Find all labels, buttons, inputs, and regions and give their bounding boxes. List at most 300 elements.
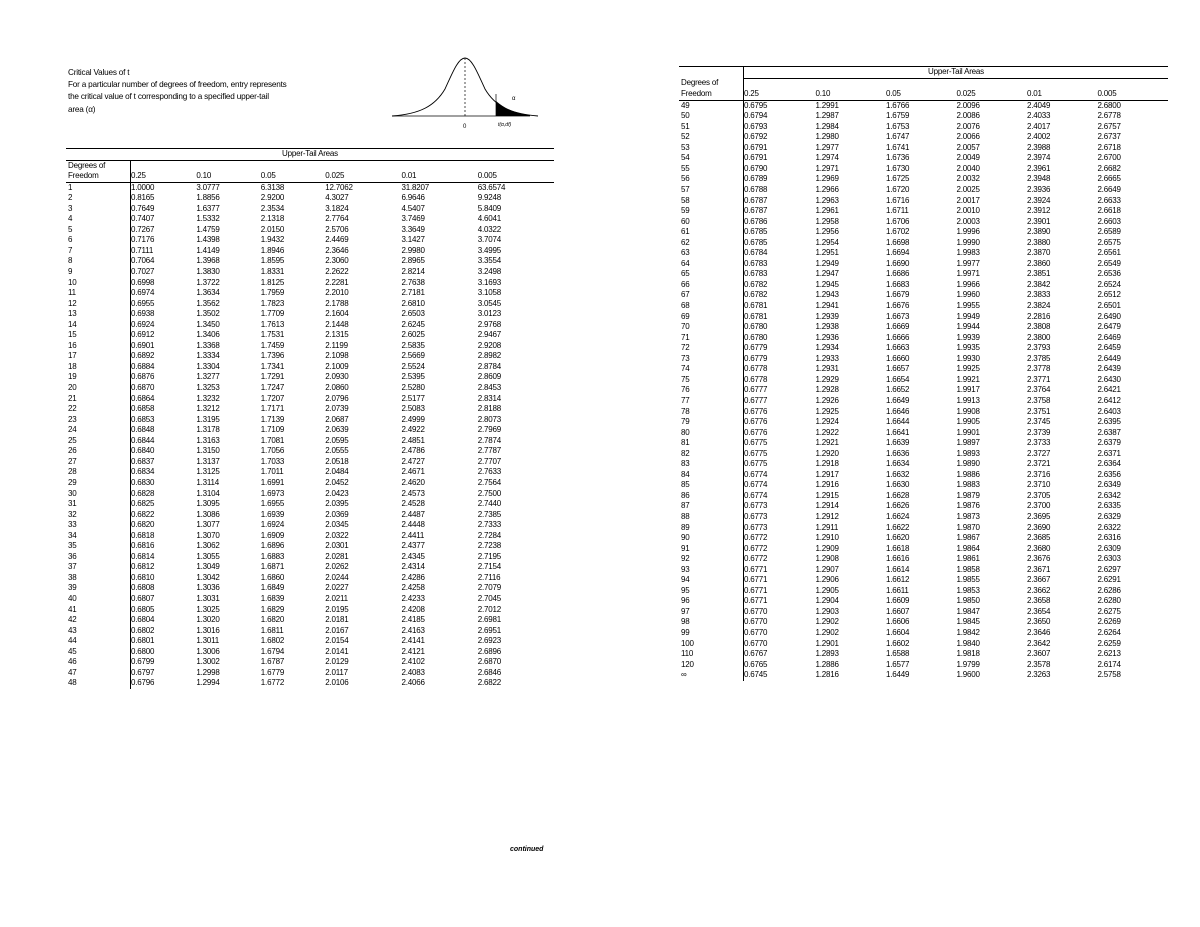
value-cell: 1.6618 <box>885 543 910 553</box>
value-cell: 2.3676 <box>1026 554 1051 564</box>
value-cell: 0.6772 <box>744 543 768 553</box>
value-cell: 2.3695 <box>1026 511 1051 521</box>
value-cell: 1.6636 <box>885 448 910 458</box>
value-cell: 0.6784 <box>744 248 768 258</box>
value-cell: 2.3060 <box>325 256 349 266</box>
value-cell: 1.6766 <box>885 100 910 110</box>
value-cell: 2.5177 <box>401 393 425 403</box>
df-cell: 84 <box>679 470 744 481</box>
table-row <box>66 636 554 647</box>
df-cell: 93 <box>679 565 744 576</box>
value-cell: 2.2281 <box>325 277 349 287</box>
df-cell: 32 <box>66 510 131 521</box>
value-cell: 2.3667 <box>1026 575 1051 585</box>
table-row <box>66 678 554 689</box>
table-row <box>679 586 1168 597</box>
value-cell: 1.2893 <box>815 649 839 659</box>
value-cell: 2.3710 <box>1026 480 1051 490</box>
value-cell: 2.7333 <box>477 520 501 530</box>
value-cell: 1.6449 <box>885 670 910 680</box>
value-cell: 1.2998 <box>196 667 220 677</box>
value-cell: 2.3658 <box>1026 596 1051 606</box>
value-cell: 0.6781 <box>744 301 768 311</box>
df-header-line1-left: Degrees of <box>66 160 131 171</box>
table-row <box>679 269 1168 280</box>
value-cell: 0.6785 <box>744 227 768 237</box>
value-cell: 0.6770 <box>744 606 768 616</box>
value-cell: 2.8073 <box>477 414 501 424</box>
value-cell: 1.2886 <box>815 659 839 669</box>
value-cell: 2.6490 <box>1097 311 1121 321</box>
value-cell: 2.6469 <box>1097 332 1121 342</box>
value-cell: 2.6387 <box>1097 427 1121 437</box>
value-cell: 0.6998 <box>131 277 155 287</box>
value-cell: 1.2917 <box>815 469 839 479</box>
value-cell: 1.6639 <box>885 438 910 448</box>
value-cell: 2.0796 <box>325 393 349 403</box>
df-cell: 92 <box>679 554 744 565</box>
value-cell: 1.6649 <box>885 395 910 405</box>
col-header: 0.10 <box>196 171 260 182</box>
value-cell: 1.2963 <box>815 195 839 205</box>
value-cell: 1.2901 <box>815 638 839 648</box>
table-row <box>66 288 554 299</box>
df-header-line2-right: Freedom <box>679 89 744 100</box>
value-cell: 2.6322 <box>1097 522 1121 532</box>
df-cell: 56 <box>679 174 744 185</box>
df-cell: 69 <box>679 312 744 323</box>
df-cell: 72 <box>679 343 744 354</box>
value-cell: 12.7062 <box>325 182 353 192</box>
value-cell: 1.3195 <box>196 414 220 424</box>
value-cell: 0.6844 <box>131 435 155 445</box>
value-cell: 2.4411 <box>401 530 425 540</box>
value-cell: 2.6870 <box>477 657 501 667</box>
table-row <box>66 214 554 225</box>
value-cell: 1.7396 <box>260 351 285 361</box>
value-cell: 1.2966 <box>815 185 839 195</box>
value-cell: 2.0227 <box>325 583 349 593</box>
value-cell: 1.7959 <box>260 288 285 298</box>
value-cell: 2.9980 <box>401 245 425 255</box>
value-cell: 1.2941 <box>815 301 839 311</box>
value-cell: 1.3006 <box>196 646 220 656</box>
value-cell: 3.2498 <box>477 267 501 277</box>
df-cell: 64 <box>679 259 744 270</box>
df-cell: 6 <box>66 235 131 246</box>
value-cell: 1.9913 <box>956 395 980 405</box>
table-row <box>679 185 1168 196</box>
value-cell: 2.0395 <box>325 499 349 509</box>
value-cell: 0.6791 <box>744 153 768 163</box>
value-cell: 2.7154 <box>477 562 501 572</box>
df-cell: 95 <box>679 586 744 597</box>
value-cell: 0.6828 <box>131 488 155 498</box>
value-cell: 0.6974 <box>131 288 155 298</box>
table-row <box>66 510 554 521</box>
value-cell: 1.9960 <box>956 290 980 300</box>
value-cell: 1.6652 <box>885 385 910 395</box>
value-cell: 0.7064 <box>131 256 155 266</box>
value-cell: 1.9858 <box>956 564 980 574</box>
df-cell: 89 <box>679 523 744 534</box>
df-cell: 28 <box>66 467 131 478</box>
value-cell: 1.9935 <box>956 343 980 353</box>
value-cell: 0.6876 <box>131 372 155 382</box>
df-cell: 81 <box>679 438 744 449</box>
value-cell: 2.0076 <box>956 121 980 131</box>
df-cell: 5 <box>66 225 131 236</box>
value-cell: 1.7531 <box>260 330 285 340</box>
table-row <box>66 309 554 320</box>
table-row <box>679 438 1168 449</box>
value-cell: 0.6775 <box>744 438 768 448</box>
value-cell: 2.7116 <box>477 572 501 582</box>
value-cell: 2.3751 <box>1026 406 1051 416</box>
value-cell: 1.2958 <box>815 216 839 226</box>
value-cell: 3.7074 <box>477 235 501 245</box>
df-cell: 85 <box>679 480 744 491</box>
value-cell: 4.6041 <box>477 214 501 224</box>
value-cell: 1.3125 <box>196 467 220 477</box>
table-row <box>679 596 1168 607</box>
value-cell: 3.4995 <box>477 245 501 255</box>
value-cell: 1.2922 <box>815 427 839 437</box>
value-cell: 2.9467 <box>477 330 501 340</box>
table-row <box>66 341 554 352</box>
value-cell: 1.2816 <box>815 670 839 680</box>
value-cell: 2.8965 <box>401 256 425 266</box>
value-cell: 1.6939 <box>260 509 285 519</box>
value-cell: 2.6778 <box>1097 111 1121 121</box>
value-cell: 2.1009 <box>325 361 349 371</box>
value-cell: 0.6901 <box>131 340 155 350</box>
value-cell: 1.7459 <box>260 340 285 350</box>
df-cell: 39 <box>66 583 131 594</box>
value-cell: 1.6657 <box>885 364 910 374</box>
value-cell: 2.0452 <box>325 477 349 487</box>
df-cell: 94 <box>679 575 744 586</box>
value-cell: 1.2991 <box>815 100 839 110</box>
value-cell: 2.4258 <box>401 583 425 593</box>
value-cell: 2.3800 <box>1026 332 1051 342</box>
value-cell: 2.6245 <box>401 319 425 329</box>
value-cell: 2.6536 <box>1097 269 1121 279</box>
value-cell: 2.4528 <box>401 499 425 509</box>
value-cell: 2.7500 <box>477 488 501 498</box>
value-cell: 0.6912 <box>131 330 155 340</box>
value-cell: 0.7649 <box>131 203 155 213</box>
value-cell: 2.0369 <box>325 509 349 519</box>
value-cell: 1.6666 <box>885 332 910 342</box>
value-cell: 31.8207 <box>401 182 430 192</box>
value-cell: 2.6297 <box>1097 564 1121 574</box>
df-cell: 14 <box>66 320 131 331</box>
value-cell: 1.3049 <box>196 562 220 572</box>
value-cell: 2.8453 <box>477 383 501 393</box>
value-cell: 2.0129 <box>325 657 349 667</box>
df-cell: 65 <box>679 269 744 280</box>
value-cell: 0.6774 <box>744 469 768 479</box>
value-cell: 1.2933 <box>815 353 839 363</box>
col-header: 0.05 <box>886 89 956 100</box>
value-cell: 1.2987 <box>815 111 839 121</box>
value-cell: 2.3578 <box>1026 659 1051 669</box>
df-cell: 30 <box>66 489 131 500</box>
df-cell: 98 <box>679 617 744 628</box>
t-table-left <box>66 148 554 689</box>
value-cell: 2.0066 <box>956 132 980 142</box>
df-cell: 77 <box>679 396 744 407</box>
value-cell: 2.6430 <box>1097 374 1121 384</box>
table-row <box>679 196 1168 207</box>
value-cell: 0.6818 <box>131 530 155 540</box>
col-header: 0.10 <box>816 89 886 100</box>
table-row <box>66 467 554 478</box>
value-cell: 3.0123 <box>477 309 501 319</box>
value-cell: 2.4620 <box>401 477 425 487</box>
curve-label-zero: 0 <box>463 124 467 130</box>
value-cell: 2.6479 <box>1097 322 1121 332</box>
value-cell: 0.6955 <box>131 298 155 308</box>
df-cell: 44 <box>66 636 131 647</box>
value-cell: 1.2905 <box>815 585 839 595</box>
value-cell: 0.6805 <box>131 604 155 614</box>
df-cell: 11 <box>66 288 131 299</box>
value-cell: 0.7267 <box>131 224 155 234</box>
df-cell: 15 <box>66 330 131 341</box>
table-row <box>66 193 554 204</box>
value-cell: 2.2816 <box>1026 311 1051 321</box>
value-cell: 2.0040 <box>956 163 980 173</box>
value-cell: 2.6589 <box>1097 227 1121 237</box>
df-cell: 26 <box>66 446 131 457</box>
table-row <box>679 312 1168 323</box>
table-row <box>679 333 1168 344</box>
value-cell: 2.0010 <box>956 206 980 216</box>
value-cell: 3.1824 <box>325 203 349 213</box>
table-row <box>679 227 1168 238</box>
value-cell: 2.9208 <box>477 340 501 350</box>
value-cell: 0.6800 <box>131 646 155 656</box>
value-cell: 2.1604 <box>325 309 349 319</box>
value-cell: 2.3716 <box>1026 469 1051 479</box>
value-cell: 2.4102 <box>401 657 425 667</box>
col-header: 0.01 <box>401 171 477 182</box>
intro-line-2: the critical value of t corresponding to a specified upper-tail <box>68 92 269 102</box>
value-cell: 1.9600 <box>956 670 980 680</box>
continued-note: continued <box>510 846 544 853</box>
value-cell: 1.6779 <box>260 667 285 677</box>
value-cell: 2.6512 <box>1097 290 1121 300</box>
value-cell: 2.1788 <box>325 298 349 308</box>
value-cell: 3.1058 <box>477 288 501 298</box>
value-cell: 2.6524 <box>1097 279 1121 289</box>
value-cell: 1.2912 <box>815 511 839 521</box>
df-cell: 48 <box>66 678 131 689</box>
right-table-body <box>679 100 1168 681</box>
value-cell: 1.7033 <box>260 456 285 466</box>
col-header: 0.25 <box>131 171 197 182</box>
value-cell: 2.3890 <box>1026 227 1051 237</box>
table-row <box>679 259 1168 270</box>
table-row <box>66 615 554 626</box>
value-cell: 2.0141 <box>325 646 349 656</box>
table-row <box>66 182 554 193</box>
value-cell: 2.3685 <box>1026 533 1051 543</box>
value-cell: 1.7291 <box>260 372 285 382</box>
value-cell: 1.6628 <box>885 490 910 500</box>
value-cell: 0.6892 <box>131 351 155 361</box>
value-cell: 1.9886 <box>956 469 980 479</box>
value-cell: 2.6757 <box>1097 121 1121 131</box>
value-cell: 2.3745 <box>1026 417 1051 427</box>
table-row <box>679 290 1168 301</box>
value-cell: 0.6767 <box>744 649 768 659</box>
value-cell: 1.7011 <box>260 467 284 477</box>
value-cell: 0.6773 <box>744 511 768 521</box>
table-row <box>679 100 1168 111</box>
value-cell: 1.6626 <box>885 501 910 511</box>
value-cell: 2.7787 <box>477 446 501 456</box>
value-cell: 2.9200 <box>260 193 285 203</box>
df-cell: 27 <box>66 457 131 468</box>
value-cell: 1.6602 <box>885 638 910 648</box>
df-cell: 67 <box>679 290 744 301</box>
value-cell: 1.6606 <box>885 617 910 627</box>
value-cell: 0.6858 <box>131 404 155 414</box>
value-cell: 1.2924 <box>815 417 839 427</box>
value-cell: 2.7385 <box>477 509 501 519</box>
value-cell: 1.3042 <box>196 572 220 582</box>
intro-text <box>68 67 388 116</box>
table-row <box>66 605 554 616</box>
value-cell: 1.9883 <box>956 480 980 490</box>
df-cell: 68 <box>679 301 744 312</box>
value-cell: 1.6654 <box>885 374 910 384</box>
df-cell: 79 <box>679 417 744 428</box>
value-cell: 0.6771 <box>744 585 768 595</box>
value-cell: 1.2977 <box>815 142 839 152</box>
value-cell: 3.1427 <box>401 235 425 245</box>
df-cell: 110 <box>679 649 744 660</box>
table-row <box>66 394 554 405</box>
value-cell: 2.9768 <box>477 319 501 329</box>
df-cell: 37 <box>66 562 131 573</box>
value-cell: 0.6776 <box>744 406 768 416</box>
df-cell: 61 <box>679 227 744 238</box>
value-cell: 0.6775 <box>744 459 768 469</box>
table-row <box>66 235 554 246</box>
value-cell: 1.6753 <box>885 121 910 131</box>
value-cell: 2.7564 <box>477 477 501 487</box>
value-cell: 0.6810 <box>131 572 155 582</box>
df-cell: 59 <box>679 206 744 217</box>
df-cell: 91 <box>679 544 744 555</box>
df-cell: 71 <box>679 333 744 344</box>
value-cell: 0.6840 <box>131 446 155 456</box>
value-cell: 0.6771 <box>744 596 768 606</box>
value-cell: 2.8784 <box>477 361 501 371</box>
value-cell: 2.3739 <box>1026 427 1051 437</box>
value-cell: 0.7176 <box>131 235 155 245</box>
value-cell: 1.0000 <box>131 182 155 192</box>
value-cell: 3.3649 <box>401 224 425 234</box>
value-cell: 2.3808 <box>1026 322 1051 332</box>
curve-label-alpha: α <box>512 96 516 102</box>
value-cell: 2.6316 <box>1097 533 1121 543</box>
value-cell: 0.6791 <box>744 142 768 152</box>
value-cell: 1.9873 <box>956 511 980 521</box>
value-cell: 0.6770 <box>744 627 768 637</box>
df-cell: 20 <box>66 383 131 394</box>
value-cell: 2.6981 <box>477 615 501 625</box>
value-cell: 2.3705 <box>1026 490 1051 500</box>
value-cell: 2.0086 <box>956 111 980 121</box>
value-cell: 3.0545 <box>477 298 501 308</box>
table-row <box>66 583 554 594</box>
value-cell: 1.8856 <box>196 193 220 203</box>
value-cell: 2.7012 <box>477 604 501 614</box>
df-cell: 34 <box>66 531 131 542</box>
value-cell: 2.3690 <box>1026 522 1051 532</box>
value-cell: 1.3450 <box>196 319 220 329</box>
value-cell: 2.6275 <box>1097 606 1121 616</box>
table-row <box>679 628 1168 639</box>
df-cell: 4 <box>66 214 131 225</box>
df-cell: 75 <box>679 375 744 386</box>
table-row <box>66 562 554 573</box>
value-cell: 2.5706 <box>325 224 349 234</box>
value-cell: 1.6973 <box>260 488 285 498</box>
value-cell: 1.6747 <box>885 132 910 142</box>
value-cell: 1.3232 <box>196 393 220 403</box>
value-cell: 2.7764 <box>325 214 349 224</box>
col-header: 0.01 <box>1027 89 1097 100</box>
value-cell: 4.5407 <box>401 203 425 213</box>
value-cell: 1.6646 <box>885 406 910 416</box>
value-cell: 2.6923 <box>477 636 501 646</box>
value-cell: 2.3727 <box>1026 448 1051 458</box>
value-cell: 1.3830 <box>196 267 220 277</box>
df-cell: 22 <box>66 404 131 415</box>
value-cell: 1.6725 <box>885 174 910 184</box>
value-cell: 2.6633 <box>1097 195 1121 205</box>
value-cell: 2.0639 <box>325 425 349 435</box>
upper-tail-area <box>496 101 530 116</box>
value-cell: 2.4345 <box>401 551 425 561</box>
value-cell: 6.9646 <box>401 193 425 203</box>
value-cell: 2.3936 <box>1026 185 1051 195</box>
table-row <box>679 607 1168 618</box>
value-cell: 0.6808 <box>131 583 155 593</box>
value-cell: 1.9971 <box>956 269 980 279</box>
value-cell: 2.0032 <box>956 174 980 184</box>
value-cell: 2.6737 <box>1097 132 1121 142</box>
table-row <box>679 143 1168 154</box>
value-cell: 2.4002 <box>1026 132 1051 142</box>
table-row <box>679 396 1168 407</box>
value-cell: 0.6790 <box>744 163 768 173</box>
value-cell: 3.7469 <box>401 214 425 224</box>
value-cell: 2.4448 <box>401 520 425 530</box>
value-cell: 2.4049 <box>1026 100 1051 110</box>
value-cell: 2.1318 <box>260 214 285 224</box>
value-cell: 1.6820 <box>260 615 285 625</box>
value-cell: 0.6779 <box>744 343 768 353</box>
value-cell: 0.6793 <box>744 121 768 131</box>
value-cell: 2.6286 <box>1097 585 1121 595</box>
